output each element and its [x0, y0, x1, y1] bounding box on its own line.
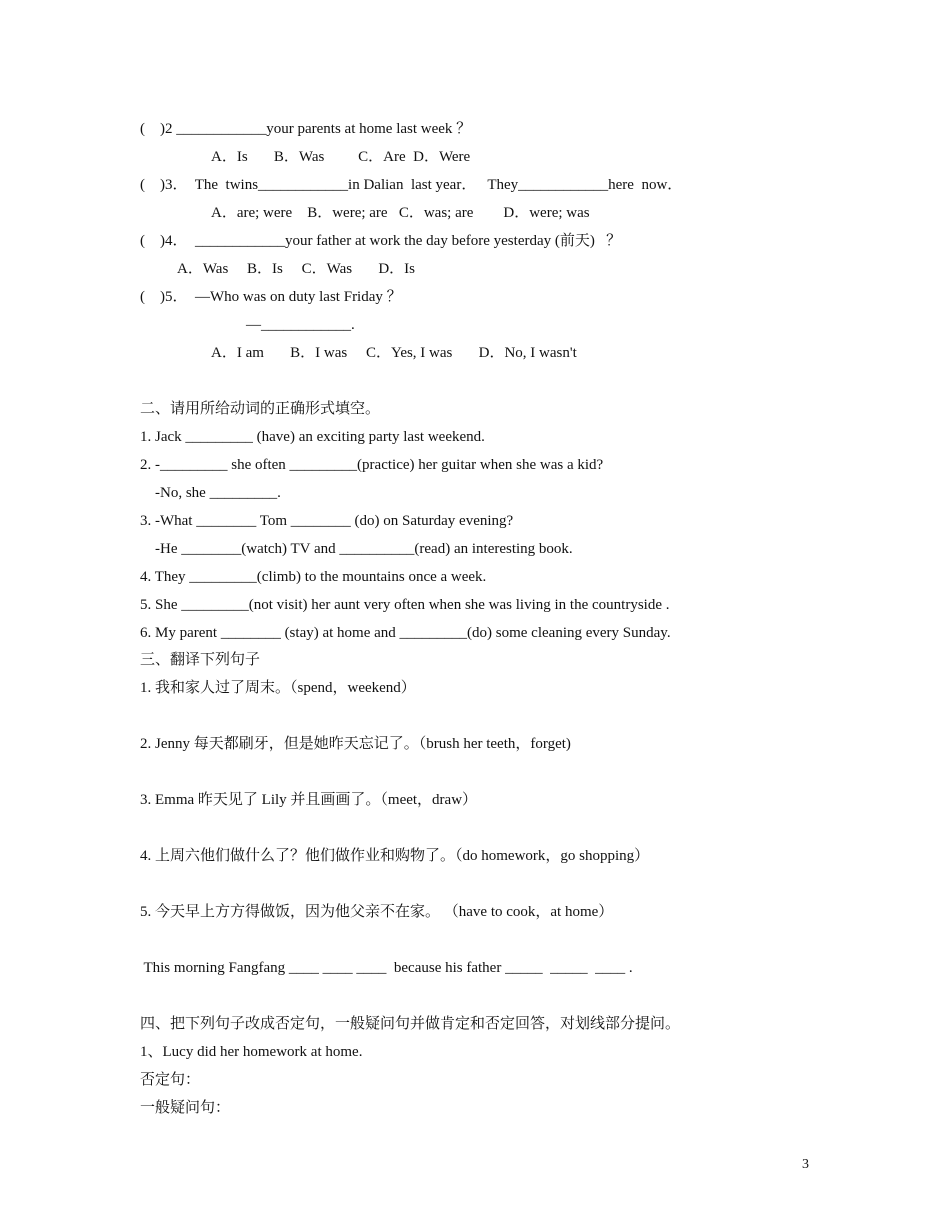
negative-label: 否定句：	[140, 1072, 201, 1088]
section-3-item: 2. Jenny 每天都刷牙，但是她昨天忘记了。（brush her teeth，forget)	[140, 736, 571, 752]
section-3-item: 4. 上周六他们做什么了？他们做作业和购物了。（do homework，go shopping）	[140, 848, 650, 864]
question-2-options: A．Is B．Was C．Are D．Were	[211, 149, 471, 165]
section-2-item: 2. -_________ she often _________(practice) her guitar when she was a kid?	[140, 457, 604, 473]
section-4-title: 四、把下列句子改成否定句，一般疑问句并做肯定和否定回答，对划线部分提问。	[140, 1016, 681, 1032]
question-3-options: A．are; were B．were; are C．was; are D．were; was	[211, 205, 590, 221]
section-3-item: 3. Emma 昨天见了 Lily 并且画画了。（meet，draw）	[140, 792, 478, 808]
question-4-options: A．Was B．Is C．Was D．Is	[177, 261, 415, 277]
section-2-item: -No, she _________.	[140, 485, 281, 501]
question-label: 一般疑问句：	[140, 1100, 231, 1116]
section-2-item: 3. -What ________ Tom ________ (do) on Saturday evening?	[140, 513, 514, 529]
question-5-answer-line: —____________.	[246, 317, 355, 333]
section-3-item: 5. 今天早上方方得做饭，因为他父亲不在家。 （have to cook，at home）	[140, 904, 614, 920]
question-2: ( )2 ____________your parents at home last week ？	[140, 121, 472, 137]
page-number: 3	[802, 1157, 809, 1172]
section-2-item: 1. Jack _________ (have) an exciting party last weekend.	[140, 429, 485, 445]
question-4: ( )4． ____________your father at work the day before yesterday (前天) ？	[140, 233, 622, 249]
section-3-fill-line: This morning Fangfang ____ ____ ____ because his father _____ _____ ____ .	[140, 960, 633, 976]
section-3-title: 三、翻译下列句子	[140, 652, 261, 668]
section-2-item: 5. She _________(not visit) her aunt very often when she was living in the countryside .	[140, 597, 670, 613]
section-2-title: 二、请用所给动词的正确形式填空。	[140, 401, 381, 417]
section-4-sentence: 1、Lucy did her homework at home.	[140, 1044, 363, 1060]
section-2-item: 4. They _________(climb) to the mountains once a week.	[140, 569, 487, 585]
question-5: ( )5． —Who was on duty last Friday ？	[140, 289, 402, 305]
section-3-item: 1. 我和家人过了周末。（spend，weekend）	[140, 680, 416, 696]
section-2-item: 6. My parent ________ (stay) at home and _________(do) some cleaning every Sunday.	[140, 625, 671, 641]
question-3: ( )3． The twins____________in Dalian last year． They____________here now．	[140, 177, 683, 193]
question-5-options: A．I am B．I was C．Yes, I was D．No, I wasn't	[211, 345, 577, 361]
section-2-item: -He ________(watch) TV and __________(read) an interesting book.	[140, 541, 573, 557]
